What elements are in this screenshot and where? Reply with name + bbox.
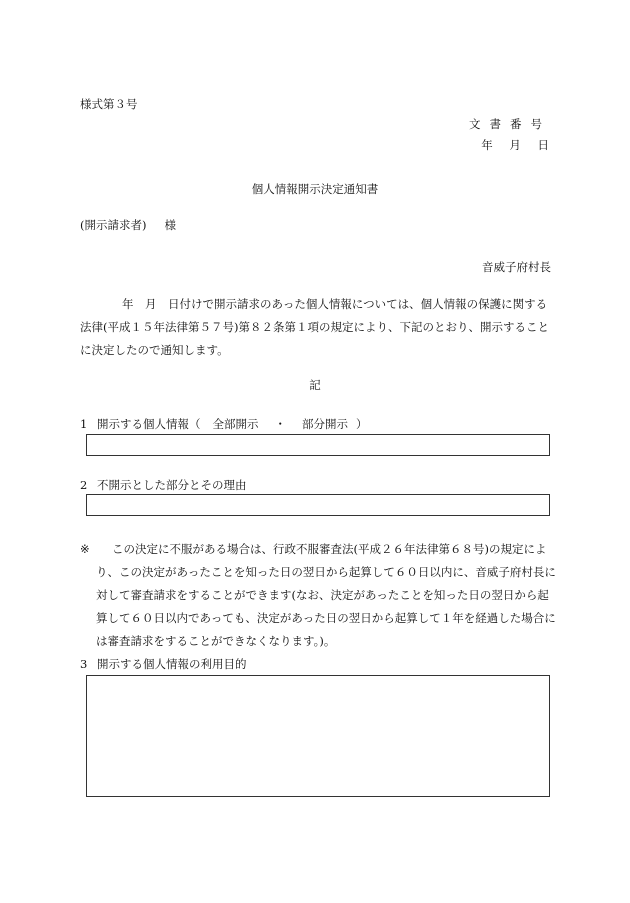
appeal-note [80,538,556,653]
non-disclosure-reason-field[interactable] [86,494,550,516]
document-number-label: 文書番号 [469,117,551,131]
section-1-label: 開示する個人情報（ [97,417,201,431]
requester-line [80,217,176,233]
requester-honorific: 様 [164,218,176,232]
disclosure-options [205,417,357,431]
note-mark: ※ [80,542,90,556]
option-partial-disclosure: 部分開示 [302,417,348,431]
section-1-close: ） [356,417,368,431]
sender-name: 音威子府村長 [482,260,551,274]
date-day: 日 [537,138,551,152]
note-text: この決定に不服がある場合は、行政不服審査法(平成２６年法律第６８号)の規定により、この決定があったことを知った日の翌日から起算して６０日以内に、音威子府村長に対して審査請求をすることができます(なお、決定があったことを知った日の翌日から起算して６０日以内であっても、決定があった日の翌日から起算して１年を経過した場合には審査請求をすることができなくなります。)。 [96,542,556,648]
section-3-heading [80,656,247,672]
purpose-of-use-field[interactable] [86,675,550,797]
date-month: 月 [509,138,523,152]
form-number: 様式第３号 [80,97,138,111]
section-1-heading [80,416,368,432]
date-line [472,137,551,153]
option-separator: ・ [274,417,286,431]
ki-heading: 記 [309,378,321,392]
date-year: 年 [481,138,495,152]
option-full-disclosure: 全部開示 [212,417,259,431]
section-1-number: 1 [80,417,88,431]
requester-label: (開示請求者) [80,218,147,232]
section-3-number: 3 [80,657,88,671]
section-2-heading [80,477,247,493]
body-paragraph: 年 月 日付けで開示請求のあった個人情報については、個人情報の保護に関する法律(平成１５年法律第５７号)第８２条第１項の規定により、下記のとおり、開示することに決定したので通知します。 [80,297,549,357]
disclosed-info-field[interactable] [86,434,550,456]
section-2-label: 不開示とした部分とその理由 [97,478,247,492]
document-title: 個人情報開示決定通知書 [251,182,379,196]
section-3-label: 開示する個人情報の利用目的 [97,657,247,671]
section-2-number: 2 [80,478,88,492]
